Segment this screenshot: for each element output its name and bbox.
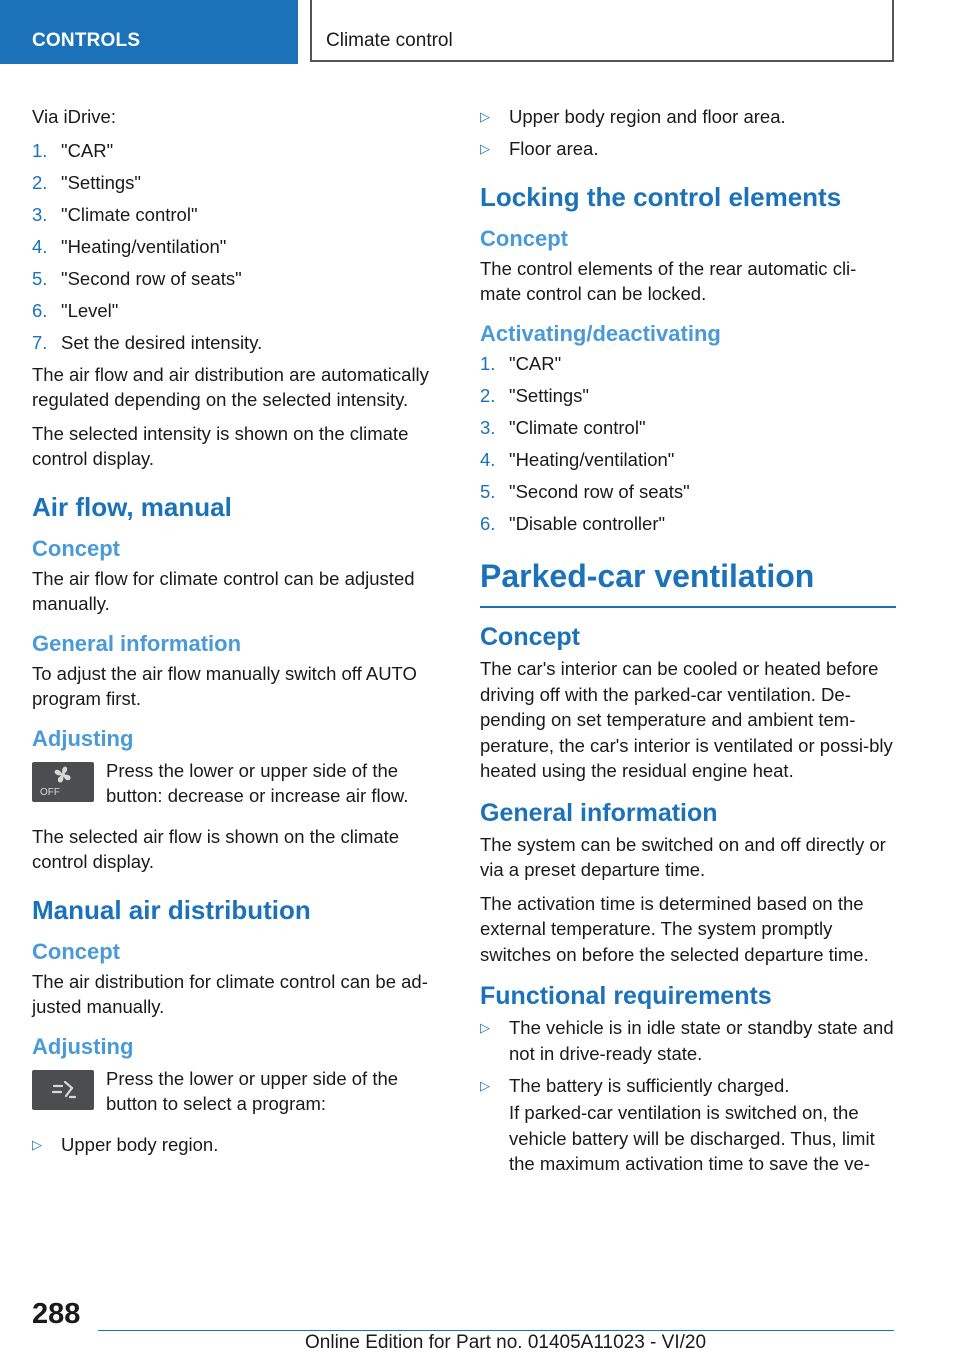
list-item [32,138,442,164]
paragraph: The activation time is determined based on the external temperature. The system promptly switches on before the selected departure time. [480,892,869,965]
chapter-title: Climate control [326,30,453,51]
paragraph: If parked-car ventilation is switched on, the vehicle battery will be discharged. Thus, limit the maximum activation time to save the ve‐ [509,1102,875,1174]
section-heading: Locking the control elements [480,181,842,212]
bullet-text: Upper body region and floor area. [509,106,786,127]
bullet-text: The battery is sufficiently charged. [509,1074,790,1096]
list-item [32,330,442,356]
list-item [32,234,442,260]
paragraph: The air distribution for climate control can be ad‐justed manually. [32,970,428,1017]
page-number: 288 [32,1298,81,1330]
off-label: OFF [40,786,60,798]
intro-text: Via iDrive: [32,106,116,127]
triangle-right-icon: ▷ [480,1020,490,1035]
list-item [480,447,896,473]
bullet-text: The vehicle is in idle state or standby state and not in drive-ready state. [509,1017,894,1064]
step-number: 4. [32,235,48,257]
airflow-button-row [32,758,442,810]
step-number: 3. [480,416,496,438]
step-text: "Second row of seats" [61,267,242,289]
steps-list [480,351,896,537]
list-item [480,479,896,505]
step-number: 3. [32,203,48,225]
step-number: 6. [32,299,48,321]
list-item [32,298,442,324]
step-text: "Disable controller" [509,512,666,534]
step-text: "CAR" [61,139,114,161]
paragraph: The system can be switched on and off directly or via a preset departure time. [480,833,886,880]
step-number: 2. [32,171,48,193]
step-number: 4. [480,448,496,470]
step-number: 5. [480,480,496,502]
subheading: Concept [32,535,120,561]
paragraph: To adjust the air flow manually switch off AUTO program first. [32,662,417,709]
list-item [480,136,896,162]
step-text: "CAR" [509,352,562,374]
step-text: "Level" [61,299,119,321]
list-item [32,170,442,196]
triangle-right-icon: ▷ [480,1077,490,1093]
paragraph: The air flow for climate control can be adjusted manually. [32,567,415,614]
step-number: 7. [32,331,48,353]
subheading: General information [32,630,242,656]
step-number: 5. [32,267,48,289]
step-text: Set the desired intensity. [61,331,263,353]
list-item [480,415,896,441]
subheading: Adjusting [32,725,134,751]
subheading: Activating/deactivating [480,320,721,346]
step-text: "Heating/ventilation" [61,235,227,257]
triangle-right-icon: ▷ [32,1136,42,1152]
chapter-header [310,0,894,62]
list-item [480,1015,896,1066]
paragraph: The selected air flow is shown on the climate control display. [32,825,400,872]
step-number: 6. [480,512,496,534]
section-tab [0,0,298,64]
paragraph: The selected intensity is shown on the climate control display. [32,422,409,469]
step-text: "Settings" [509,384,589,406]
step-number: 1. [32,139,48,161]
footer-divider [98,1330,894,1331]
step-text: "Heating/ventilation" [509,448,675,470]
paragraph: The control elements of the rear automatic cli‐mate control can be locked. [480,257,857,304]
steps-list [32,138,442,356]
step-text: "Second row of seats" [509,480,690,502]
bullet-text: Floor area. [509,138,599,159]
subheading: Functional requirements [480,982,772,1010]
list-item [480,351,896,377]
bullet-list [480,1015,896,1177]
list-item [32,202,442,228]
left-column [32,104,442,1164]
subheading: Concept [480,623,580,651]
section-heading: Air flow, manual [32,491,232,522]
list-item [480,383,896,409]
subheading: Adjusting [32,1033,134,1059]
list-item [480,511,896,537]
paragraph: The car's interior can be cooled or heated before driving off with the parked-car ventilation. De‐pending on set temperature and ambient tem‐perature, the car's interior is ventilated or possi‐bly heated using the residual engine heat. [480,658,893,781]
chapter-section-title: Parked-car ventilation [480,556,896,608]
bullet-list [32,1132,442,1158]
paragraph: Press the lower or upper side of the button to select a program: [106,1067,399,1114]
edition-text: Online Edition for Part no. 01405A11023 - VI/20 [305,1332,707,1353]
step-text: "Climate control" [61,203,198,225]
bullet-list [480,104,896,162]
step-number: 2. [480,384,496,406]
subheading: General information [480,798,718,827]
step-text: "Settings" [61,171,141,193]
triangle-right-icon: ▷ [480,109,490,124]
air-distribution-icon [32,1070,94,1110]
list-item [480,1073,896,1177]
list-item [32,266,442,292]
paragraph: Press the lower or upper side of the button: decrease or increase air flow. [106,759,409,806]
bullet-text: Upper body region. [61,1133,219,1155]
right-column [480,104,896,1183]
section-heading: Manual air distribution [32,894,311,925]
distribution-button-row [32,1066,442,1118]
fan-icon [32,762,94,802]
list-item [480,104,896,130]
subheading: Concept [480,225,568,251]
section-title: CONTROLS [32,30,141,51]
paragraph: The air flow and air distribution are automatically regulated depending on the selected intensity. [32,363,429,410]
triangle-right-icon: ▷ [480,141,490,156]
list-item [32,1132,442,1158]
step-text: "Climate control" [509,416,646,438]
step-number: 1. [480,352,496,374]
subheading: Concept [32,938,120,964]
